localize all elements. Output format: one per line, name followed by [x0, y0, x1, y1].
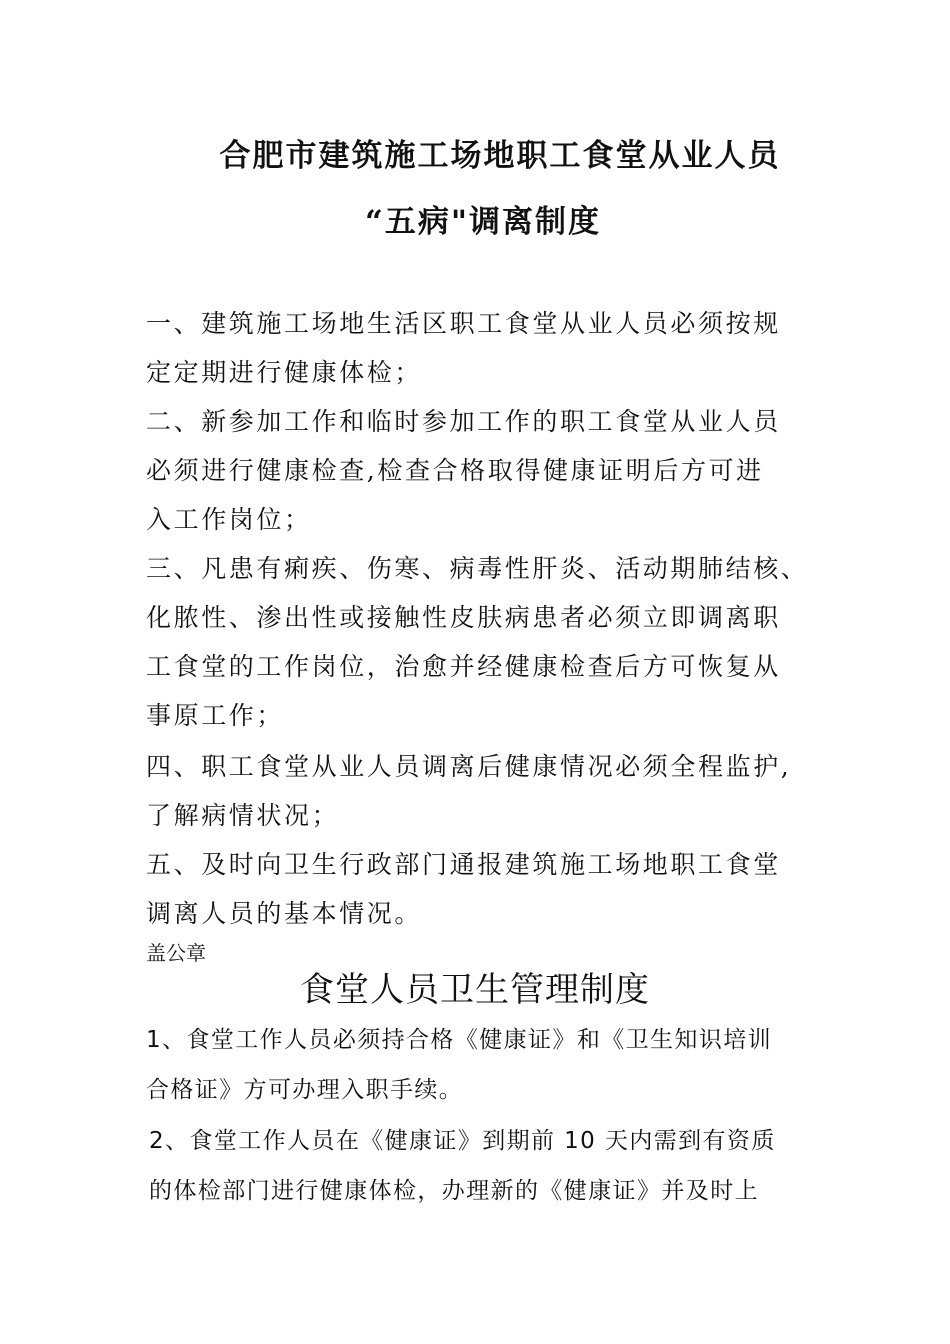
document-title-line-2: “五病"调离制度	[365, 204, 601, 240]
section-2-title: 食堂人员卫生管理制度	[300, 970, 650, 1010]
section-2-rule-2: 2、食堂工作人员在《健康证》到期前 10 天内需到有资质 的体检部门进行健康体检，办理新的《健康证》并及时上	[149, 1128, 776, 1204]
paragraph-1: 一、建筑施工场地生活区职工食堂从业人员必须按规 定定期进行健康体检；	[146, 309, 781, 387]
seal-note: 盖公章	[146, 941, 206, 965]
paragraph-5: 五、及时向卫生行政部门通报建筑施工场地职工食堂 调离人员的基本情况。	[146, 850, 781, 928]
paragraph-3: 三、凡患有痢疾、伤寒、病毒性肝炎、活动期肺结核、 化脓性、渗出性或接触性皮肤病患者必须立即调离职 工食堂的工作岗位，治愈并经健康检查后方可恢复从 事原工作；	[146, 554, 809, 730]
paragraph-4: 四、职工食堂从业人员调离后健康情况必须全程监护, 了解病情状况；	[146, 752, 792, 830]
paragraph-2: 二、新参加工作和临时参加工作的职工食堂从业人员 必须进行健康检查,检查合格取得健康证明后方可进 入工作岗位；	[146, 407, 781, 534]
section-2-rule-1: 1、食堂工作人员必须持合格《健康证》和《卫生知识培训 合格证》方可办理入职手续。	[146, 1027, 773, 1103]
document-title-line-1: 合肥市建筑施工场地职工食堂从业人员	[219, 138, 781, 174]
